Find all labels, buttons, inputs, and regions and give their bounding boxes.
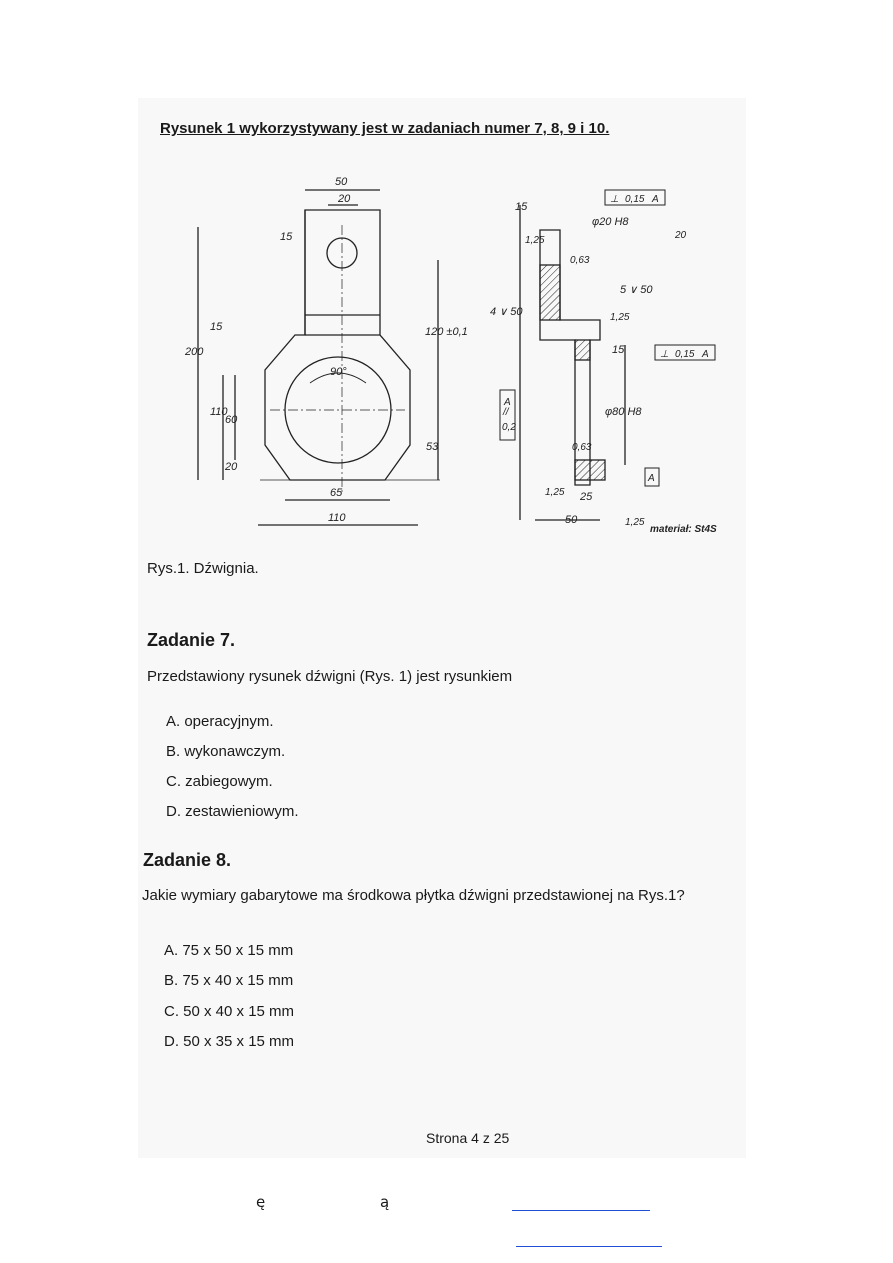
dim-60: 60 [225, 414, 238, 426]
bottom-char-a: ą [380, 1193, 390, 1211]
task7-option-b: B. wykonawczym. [166, 743, 286, 760]
tol3-ref: A [504, 397, 511, 408]
dim-53: 53 [426, 441, 439, 453]
dim-110-bottom: 110 [328, 512, 346, 524]
figure-caption: Rys.1. Dźwignia. [147, 560, 259, 577]
material-label: materiał: St4S [650, 524, 717, 535]
dim-110: 110 [210, 406, 228, 418]
tol2-sym: ⊥ [660, 349, 669, 360]
phi80: φ80 H8 [605, 406, 642, 418]
tol1-sym: ⊥ [610, 194, 619, 205]
task7-option-c: C. zabiegowym. [166, 773, 273, 790]
technical-drawing [180, 165, 760, 545]
dim-20-bot: 20 [225, 461, 238, 473]
page-number: Strona 4 z 25 [426, 1130, 510, 1146]
bottom-char-e: ę [256, 1193, 266, 1211]
tol1-ref: A [652, 194, 659, 205]
tol1-val: 0,15 [625, 194, 645, 205]
figure-title: Rysunek 1 wykorzystywany jest w zadaniach numer 7, 8, 9 i 10. [160, 120, 610, 137]
task8-option-a: A. 75 x 50 x 15 mm [164, 942, 294, 959]
side-dim-15b: 15 [612, 344, 625, 356]
rough-1: 1,25 [525, 235, 545, 246]
task7-option-a: A. operacyjnym. [166, 713, 274, 730]
task8-option-d: D. 50 x 35 x 15 mm [164, 1033, 295, 1050]
side-dim-50: 50 [565, 514, 578, 526]
lever-outline [265, 210, 410, 480]
tol2-ref: A [702, 349, 709, 360]
dim-50-top: 50 [335, 176, 348, 188]
weld-4v50: 4 ∨ 50 [490, 306, 523, 318]
task8-question: Jakie wymiary gabarytowe ma środkowa płytka dźwigni przedstawionej na Rys.1? [142, 887, 685, 904]
task8-option-b: B. 75 x 40 x 15 mm [164, 972, 294, 989]
side-dim-25: 25 [580, 491, 593, 503]
dim-200: 200 [185, 346, 204, 358]
side-dim-15: 15 [515, 201, 528, 213]
dim-15-mid: 15 [210, 321, 223, 333]
phi20: φ20 H8 [592, 216, 629, 228]
task7-heading: Zadanie 7. [147, 630, 236, 650]
task7-option-d: D. zestawieniowym. [166, 803, 299, 820]
hyperlink-underline-2[interactable] [516, 1246, 662, 1247]
tol3-val: 0,2 [502, 422, 516, 433]
datum-a: A [648, 473, 655, 484]
dim-15-top: 15 [280, 231, 293, 243]
tol3-sym: // [503, 407, 509, 418]
rough-4: 0,63 [572, 442, 592, 453]
task8-heading: Zadanie 8. [143, 850, 232, 870]
rough-5: 1,25 [545, 487, 565, 498]
tol2-val: 0,15 [675, 349, 695, 360]
weld-5v50: 5 ∨ 50 [620, 284, 653, 296]
rough-6: 1,25 [625, 517, 645, 528]
dim-65: 65 [330, 487, 343, 499]
rough-20: 20 [675, 230, 687, 241]
rough-2: 0,63 [570, 255, 590, 266]
hyperlink-underline-1[interactable] [512, 1210, 650, 1211]
task7-question: Przedstawiony rysunek dźwigni (Rys. 1) jest rysunkiem [147, 668, 513, 685]
dim-120: 120 ±0,1 [425, 326, 468, 338]
angle-90: 90° [330, 366, 347, 378]
rough-3: 1,25 [610, 312, 630, 323]
task8-option-c: C. 50 x 40 x 15 mm [164, 1003, 295, 1020]
dim-20-top: 20 [338, 193, 351, 205]
